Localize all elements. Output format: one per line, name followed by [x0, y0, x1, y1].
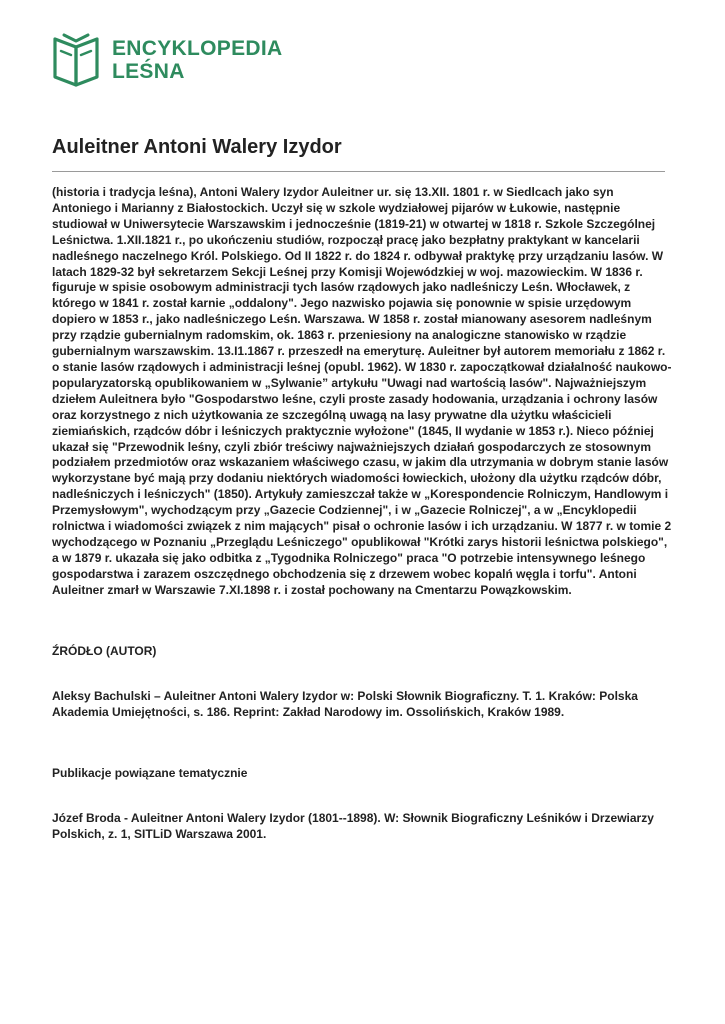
logo-wordmark	[112, 37, 282, 83]
source-text: Aleksy Bachulski – Auleitner Antoni Walery Izydor w: Polski Słownik Biograficzny. T. 1. Kraków: Polska Akademia Umiejętności, s. 186. Reprint: Zakład Narodowy im. Ossolińskich, Kraków 1989.	[52, 689, 638, 719]
related-text: Józef Broda - Auleitner Antoni Walery Izydor (1801--1898). W: Słownik Biograficzny Leśników i Drzewiarzy Polskich, z. 1, SITLiD Warszawa 2001.	[52, 811, 654, 841]
article-body: (historia i tradycja leśna), Antoni Walery Izydor Auleitner ur. się 13.XII. 1801 r. w Siedlcach jako syn Antoniego i Marianny z Białostockich. Uczył się w szkole wydziałowej pijarów w Łukowie, następnie studiował w Uniwersytecie Warszawskim i jednocześnie (1819-21) w otwartej w 1818 r. Szkole Szczególnej Leśnictwa. 1.XII.1821 r., po ukończeniu studiów, rozpoczął pracę jako bezpłatny praktykant w kancelarii nadleśnego naczelnego Król. Polskiego. Od II 1822 r. do 1824 r. odbywał praktykę przy urządzaniu lasów. W latach 1829-32 był sekretarzem Sekcji Leśnej przy Komisji Wojewódzkiej w woj. mazowieckim. W 1836 r. figuruje w spisie osobowym administracji tych lasów rządowych jako nadleśniczy Leśn. Włocławek, z którego w 1841 r. został karnie „oddalony". Jego nazwisko pojawia się ponownie w spisie urzędowym dopiero w 1853 r., jako nadleśniczego Leśn. Warszawa. W 1858 r. został mianowany asesorem nadleśnym przy rządzie gubernialnym radomskim, ok. 1863 r. przeniesiony na analogiczne stanowisko w rządzie gubernialnym warszawskim. 13.I1.1867 r. przeszedł na emeryturę. Auleitner był autorem memoriału z 1862 r. o stanie lasów rządowych i administracji leśnej (opubl. 1962). W 1830 r. zapoczątkował działalność naukowo-popularyzatorską opublikowaniem w „Sylwanie” artykułu "Uwagi nad wartością lasów". Najważniejszym dziełem Auleitnera było "Gospodarstwo leśne, czyli proste zasady hodowania, urządzania i ochrony lasów oraz korzystnego z nich użytkowania ze szczególną uwagą na lasy prywatne dla użytku właścicieli ziemiańskich, rządców dóbr i leśniczych praktycznie wyłożone" (1845, II wydanie w 1853 r.). Nieco później ukazał się "Przewodnik leśny, czyli zbiór treściwy najważniejszych działań gospodarczych ze stosownym podziałem przedmiotów oraz wskazaniem właściwego czasu, w jakim dla utrzymania w dobrym stanie lasów wykorzystane być mają przy dodaniu niektórych wiadomości łowieckich, ułożony dla użytku rządców dóbr, nadleśniczych i leśniczych" (1850). Artykuły zamieszczał także w „Korespondencie Rolniczym, Handlowym i Przemysłowym", wychodzącym przy „Gazecie Codziennej", i w „Gazecie Rolniczej", a w „Encyklopedii rolnictwa i wiadomości związek z nim mających" pisał o ochronie lasów i ich urządzaniu. W 1877 r. w tomie 2 wychodzącego w Poznaniu „Przeglądu Leśniczego" opublikował "Krótki zarys historii leśnictwa polskiego", a w 1879 r. ukazała się jako odbitka z „Tygodnika Rolniczego" praca "O potrzebie intensywnego leśnego gospodarstwa i zarazem oszczędnego obchodzenia się z drzewem wobec kopalń węgla i torfu". Antoni Auleitner zmarł w Warszawie 7.XI.1898 r. i został pochowany na Cmentarzu Powązkowskim.	[52, 185, 672, 597]
site-logo[interactable]	[52, 33, 282, 87]
related-heading: Publikacje powiązane tematycznie	[52, 766, 248, 780]
title-divider	[52, 171, 665, 172]
logo-line-2: LEŚNA	[112, 60, 185, 83]
source-heading: ŹRÓDŁO (AUTOR)	[52, 644, 157, 658]
open-book-icon	[52, 33, 100, 87]
page-title: Auleitner Antoni Walery Izydor	[52, 136, 342, 158]
logo-line-1: ENCYKLOPEDIA	[112, 37, 283, 60]
